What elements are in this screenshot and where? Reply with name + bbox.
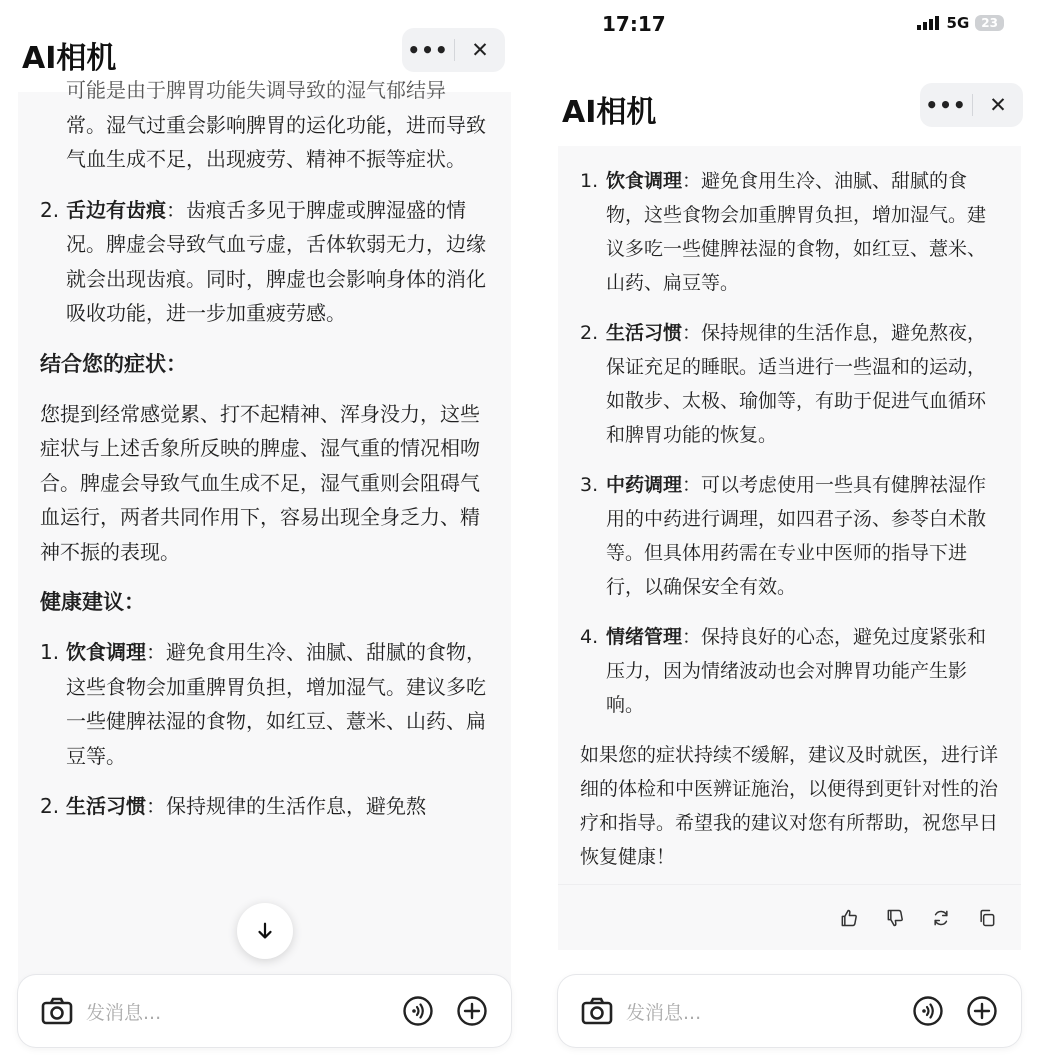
thumbs-down-icon xyxy=(885,908,905,928)
item-title: 生活习惯 xyxy=(66,794,146,818)
list-number: 1. xyxy=(40,640,60,664)
message-content xyxy=(558,164,1021,890)
scroll-down-button[interactable] xyxy=(237,903,293,959)
list-number: 2. xyxy=(40,197,60,222)
camera-icon xyxy=(41,996,73,1026)
item-title: 中药调理 xyxy=(606,474,683,496)
list-number: 2. xyxy=(580,322,599,344)
regenerate-icon xyxy=(931,908,951,928)
item-text: ：齿痕舌多见于脾虚或脾湿盛的情况。脾虚会导致气血亏虚，舌体软弱无力，边缘就会出现齿痕。同时，脾虚也会影响身体的消化吸收功能，进一步加重疲劳感。 xyxy=(66,197,486,325)
list-item xyxy=(580,468,1001,604)
title-controls xyxy=(920,83,1023,127)
status-time: 17:17 xyxy=(602,12,666,36)
chat-panel[interactable] xyxy=(18,78,511,992)
list-item xyxy=(580,316,1001,452)
message-input-bar xyxy=(558,975,1021,1047)
list-item xyxy=(40,789,489,824)
title-controls xyxy=(402,28,505,72)
voice-icon xyxy=(912,995,944,1027)
item-text: ：可以考虑使用一些具有健脾祛湿作用的中药进行调理，如四君子汤、参苓白术散等。但具体用药需在专业中医师的指导下进行，以确保安全有效。 xyxy=(606,474,987,598)
item-text: ：保持规律的生活作息，避免熬 xyxy=(146,794,426,818)
like-button[interactable] xyxy=(839,908,859,928)
closing-paragraph: 如果您的症状持续不缓解，建议及时就医，进行详细的体检和中医辨证施治，以便得到更针对性的治疗和指导。希望我的建议对您有所帮助，祝您早日恢复健康！ xyxy=(580,744,999,868)
add-button[interactable] xyxy=(455,994,489,1028)
chat-panel[interactable] xyxy=(558,146,1021,950)
camera-icon xyxy=(581,996,613,1026)
list-item xyxy=(40,193,489,331)
item-title: 饮食调理 xyxy=(606,170,683,192)
app-title: AI相机 xyxy=(562,95,657,130)
item-title: 生活习惯 xyxy=(606,322,683,344)
add-button[interactable] xyxy=(965,994,999,1028)
status-bar-right xyxy=(917,14,1004,32)
copy-button[interactable] xyxy=(977,908,997,928)
item-text: ：保持规律的生活作息，避免熬夜，保证充足的睡眠。适当进行一些温和的运动，如散步、太极、瑜伽等，有助于促进气血循环和脾胃功能的恢复。 xyxy=(606,322,987,446)
camera-button[interactable] xyxy=(580,994,614,1028)
divider xyxy=(558,884,1021,885)
message-input[interactable]: 发消息... xyxy=(626,1001,702,1024)
voice-button[interactable] xyxy=(401,994,435,1028)
add-icon xyxy=(456,995,488,1027)
item-title: 舌边有齿痕 xyxy=(66,197,166,222)
network-label: 5G xyxy=(946,14,970,32)
thumbs-up-icon xyxy=(839,908,859,928)
list-item xyxy=(40,73,489,177)
close-button[interactable]: ✕ xyxy=(471,38,489,62)
list-number: 2. xyxy=(40,794,60,818)
item-text: ：保持良好的心态，避免过度紧张和压力，因为情绪波动也会对脾胃功能产生影响。 xyxy=(606,626,987,716)
message-input[interactable]: 发消息... xyxy=(86,1001,162,1024)
section-heading: 健康建议： xyxy=(40,590,145,614)
add-icon xyxy=(966,995,998,1027)
regenerate-button[interactable] xyxy=(931,908,951,928)
partial-line: 可能是由于脾胃功能失调导致的湿气郁结异 xyxy=(66,78,446,102)
feedback-actions xyxy=(839,908,997,928)
arrow-down-icon xyxy=(254,920,276,942)
item-title: 情绪管理 xyxy=(606,626,683,648)
more-button[interactable]: ••• xyxy=(407,38,449,62)
list-item xyxy=(580,164,1001,300)
signal-icon xyxy=(917,16,941,30)
item-text: ：避免食用生冷、油腻、甜腻的食物，这些食物会加重脾胃负担，增加湿气。建议多吃一些健脾祛湿的食物，如红豆、薏米、山药、扁豆等。 xyxy=(606,170,987,294)
section-heading: 结合您的症状： xyxy=(40,351,187,376)
right-screen xyxy=(540,0,1038,1060)
app-title: AI相机 xyxy=(22,41,117,76)
item-text: 可能是由于脾胃功能失调导致的湿气郁结异 常。湿气过重会影响脾胃的运化功能，进而导致气血生成不足，出现疲劳、精神不振等症状。 xyxy=(66,73,489,177)
list-number: 4. xyxy=(580,626,599,648)
dislike-button[interactable] xyxy=(885,908,905,928)
list-number: 1. xyxy=(580,170,599,192)
more-button[interactable]: ••• xyxy=(925,93,967,117)
list-item xyxy=(40,635,489,773)
voice-button[interactable] xyxy=(911,994,945,1028)
list-item xyxy=(580,620,1001,722)
item-title: 饮食调理 xyxy=(66,640,146,664)
list-number: 3. xyxy=(580,474,599,496)
voice-icon xyxy=(402,995,434,1027)
item-text: ：避免食用生冷、油腻、甜腻的食物，这些食物会加重脾胃负担，增加湿气。建议多吃一些健脾祛湿的食物，如红豆、薏米、山药、扁豆等。 xyxy=(66,640,486,768)
close-button[interactable]: ✕ xyxy=(989,93,1007,117)
camera-button[interactable] xyxy=(40,994,74,1028)
message-input-bar xyxy=(18,975,511,1047)
copy-icon xyxy=(977,908,997,928)
message-content xyxy=(18,73,511,840)
paragraph: 您提到经常感觉累、打不起精神、浑身没力，这些症状与上述舌象所反映的脾虚、湿气重的情况相吻合。脾虚会导致气血生成不足，湿气重则会阻碍气血运行，两者共同作用下，容易出现全身乏力、精神不振的表现。 xyxy=(40,401,480,564)
battery-indicator: 23 xyxy=(975,15,1004,31)
